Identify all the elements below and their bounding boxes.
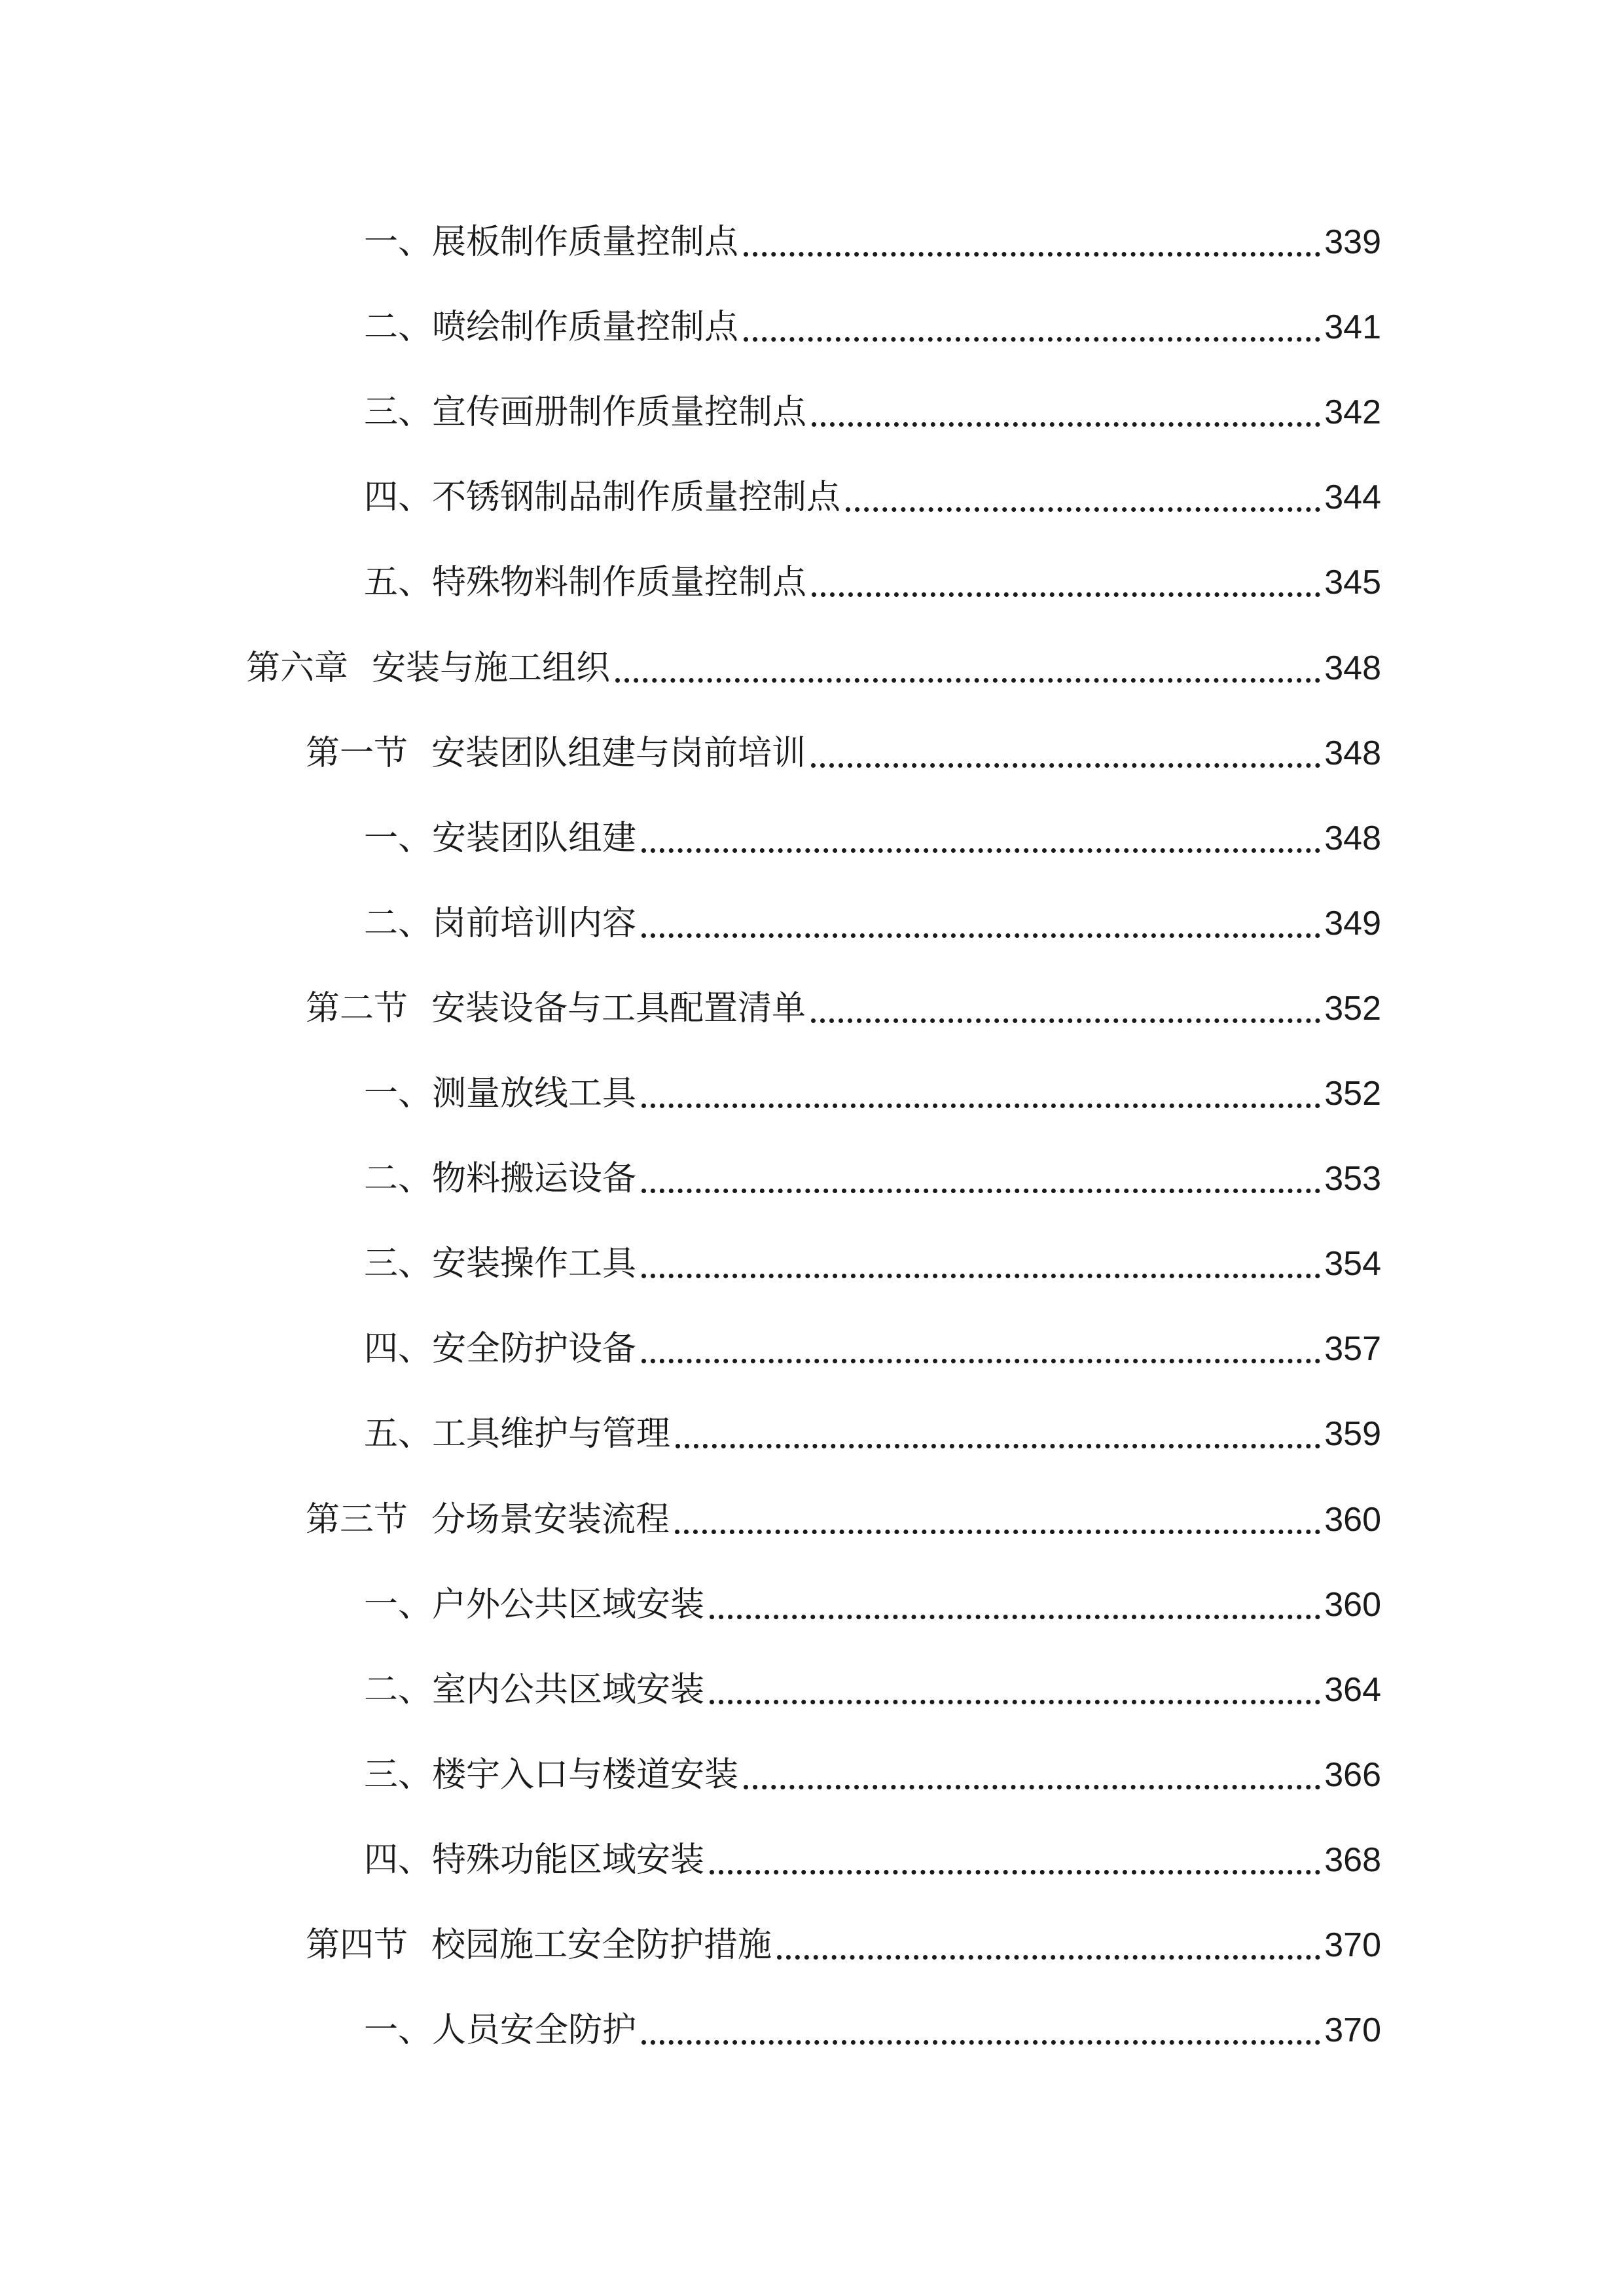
dot-leader bbox=[676, 1444, 1320, 1448]
entry-title: 楼宇入口与楼道安装 bbox=[432, 1755, 739, 1795]
entry-title: 展板制作质量控制点 bbox=[432, 223, 739, 262]
entry-number: 一、 bbox=[364, 2011, 433, 2050]
page-number: 345 bbox=[1324, 564, 1381, 601]
toc-entry[interactable] bbox=[364, 1153, 1381, 1205]
toc-entry[interactable] bbox=[364, 1067, 1381, 1120]
toc-entry[interactable] bbox=[364, 1323, 1381, 1375]
toc-entry[interactable] bbox=[306, 1919, 1381, 1971]
entry-number: 五、 bbox=[364, 1414, 433, 1454]
dot-leader bbox=[744, 252, 1320, 257]
entry-number: 第三节 bbox=[306, 1500, 408, 1539]
entry-number: 二、 bbox=[364, 904, 433, 943]
entry-title: 室内公共区域安装 bbox=[432, 1670, 705, 1710]
entry-number: 第一节 bbox=[306, 734, 408, 773]
entry-title: 户外公共区域安装 bbox=[432, 1585, 705, 1624]
entry-title: 宣传画册制作质量控制点 bbox=[432, 393, 807, 432]
entry-number: 三、 bbox=[364, 1244, 433, 1283]
dot-leader bbox=[710, 1700, 1320, 1704]
page-number: 342 bbox=[1324, 393, 1381, 431]
toc-entry[interactable] bbox=[364, 216, 1381, 268]
page-number: 352 bbox=[1324, 1075, 1381, 1113]
entry-title: 安装与施工组织 bbox=[372, 649, 611, 688]
toc-entry[interactable] bbox=[364, 1834, 1381, 1886]
entry-number: 五、 bbox=[364, 563, 433, 602]
toc-entry[interactable] bbox=[364, 1749, 1381, 1801]
entry-title: 安全防护设备 bbox=[432, 1329, 637, 1369]
entry-title: 安装团队组建与岗前培训 bbox=[431, 734, 806, 773]
entry-number: 第二节 bbox=[306, 989, 408, 1028]
page-number: 349 bbox=[1324, 905, 1381, 942]
entry-title: 安装团队组建 bbox=[432, 819, 637, 858]
entry-title: 不锈钢制品制作质量控制点 bbox=[432, 478, 841, 517]
page-number: 368 bbox=[1324, 1841, 1381, 1879]
page-number: 370 bbox=[1324, 1926, 1381, 1964]
page-number: 366 bbox=[1324, 1756, 1381, 1794]
entry-number: 四、 bbox=[364, 1329, 433, 1369]
entry-title: 分场景安装流程 bbox=[431, 1500, 670, 1539]
entry-title: 特殊物料制作质量控制点 bbox=[432, 563, 807, 602]
entry-number: 第六章 bbox=[246, 649, 349, 688]
page-number: 360 bbox=[1324, 1501, 1381, 1539]
dot-leader bbox=[812, 422, 1320, 427]
entry-title: 物料搬运设备 bbox=[432, 1159, 637, 1198]
entry-number: 四、 bbox=[364, 1840, 433, 1880]
page-number: 348 bbox=[1324, 649, 1381, 687]
entry-number: 四、 bbox=[364, 478, 433, 517]
page-number: 359 bbox=[1324, 1415, 1381, 1453]
dot-leader bbox=[777, 1955, 1320, 1960]
dot-leader bbox=[675, 1530, 1320, 1534]
page-number: 339 bbox=[1324, 223, 1381, 261]
page-number: 357 bbox=[1324, 1330, 1381, 1368]
toc-entry[interactable] bbox=[246, 642, 1381, 694]
dot-leader bbox=[710, 1870, 1320, 1874]
toc-entry[interactable] bbox=[364, 2004, 1381, 2056]
entry-number: 三、 bbox=[364, 393, 433, 432]
entry-title: 工具维护与管理 bbox=[432, 1414, 671, 1454]
page-number: 348 bbox=[1324, 734, 1381, 772]
toc-entry[interactable] bbox=[306, 1494, 1381, 1546]
dot-leader bbox=[641, 933, 1320, 938]
page-number: 354 bbox=[1324, 1245, 1381, 1283]
entry-title: 安装设备与工具配置清单 bbox=[431, 989, 806, 1028]
entry-title: 岗前培训内容 bbox=[432, 904, 637, 943]
toc-entry[interactable] bbox=[364, 1238, 1381, 1290]
toc-entry[interactable] bbox=[364, 897, 1381, 950]
dot-leader bbox=[744, 1785, 1320, 1789]
entry-number: 三、 bbox=[364, 1755, 433, 1795]
page-number: 360 bbox=[1324, 1586, 1381, 1624]
entry-number: 第四节 bbox=[306, 1926, 408, 1965]
entry-title: 测量放线工具 bbox=[432, 1074, 637, 1113]
toc-entry[interactable] bbox=[364, 812, 1381, 865]
dot-leader bbox=[641, 1274, 1320, 1278]
dot-leader bbox=[641, 2040, 1320, 2045]
entry-number: 二、 bbox=[364, 1670, 433, 1710]
entry-title: 特殊功能区域安装 bbox=[432, 1840, 705, 1880]
toc-entry[interactable] bbox=[364, 1579, 1381, 1631]
dot-leader bbox=[710, 1615, 1320, 1619]
dot-leader bbox=[811, 1018, 1320, 1023]
entry-number: 一、 bbox=[364, 223, 433, 262]
entry-number: 二、 bbox=[364, 308, 433, 347]
dot-leader bbox=[846, 507, 1320, 512]
entry-title: 喷绘制作质量控制点 bbox=[432, 308, 739, 347]
entry-title: 安装操作工具 bbox=[432, 1244, 637, 1283]
toc-entry[interactable] bbox=[306, 727, 1381, 780]
entry-number: 二、 bbox=[364, 1159, 433, 1198]
page-number: 370 bbox=[1324, 2011, 1381, 2049]
page-number: 344 bbox=[1324, 478, 1381, 516]
dot-leader bbox=[641, 1359, 1320, 1363]
entry-number: 一、 bbox=[364, 819, 433, 858]
entry-title: 校园施工安全防护措施 bbox=[431, 1926, 772, 1965]
dot-leader bbox=[811, 763, 1320, 768]
toc-entry[interactable] bbox=[306, 982, 1381, 1035]
entry-number: 一、 bbox=[364, 1074, 433, 1113]
page-number: 353 bbox=[1324, 1160, 1381, 1198]
page-number: 352 bbox=[1324, 990, 1381, 1028]
toc-entry[interactable] bbox=[364, 1408, 1381, 1460]
dot-leader bbox=[641, 1103, 1320, 1108]
toc-entry[interactable] bbox=[364, 556, 1381, 609]
dot-leader bbox=[812, 592, 1320, 597]
toc-entry[interactable] bbox=[364, 301, 1381, 353]
dot-leader bbox=[641, 1189, 1320, 1193]
entry-number: 一、 bbox=[364, 1585, 433, 1624]
dot-leader bbox=[615, 678, 1320, 683]
dot-leader bbox=[641, 848, 1320, 853]
toc-entry[interactable] bbox=[364, 471, 1381, 524]
dot-leader bbox=[744, 337, 1320, 342]
toc-entry[interactable] bbox=[364, 386, 1381, 439]
page-number: 341 bbox=[1324, 308, 1381, 346]
toc-entry[interactable] bbox=[364, 1664, 1381, 1716]
entry-title: 人员安全防护 bbox=[432, 2011, 637, 2050]
page-number: 364 bbox=[1324, 1671, 1381, 1709]
page-number: 348 bbox=[1324, 819, 1381, 857]
